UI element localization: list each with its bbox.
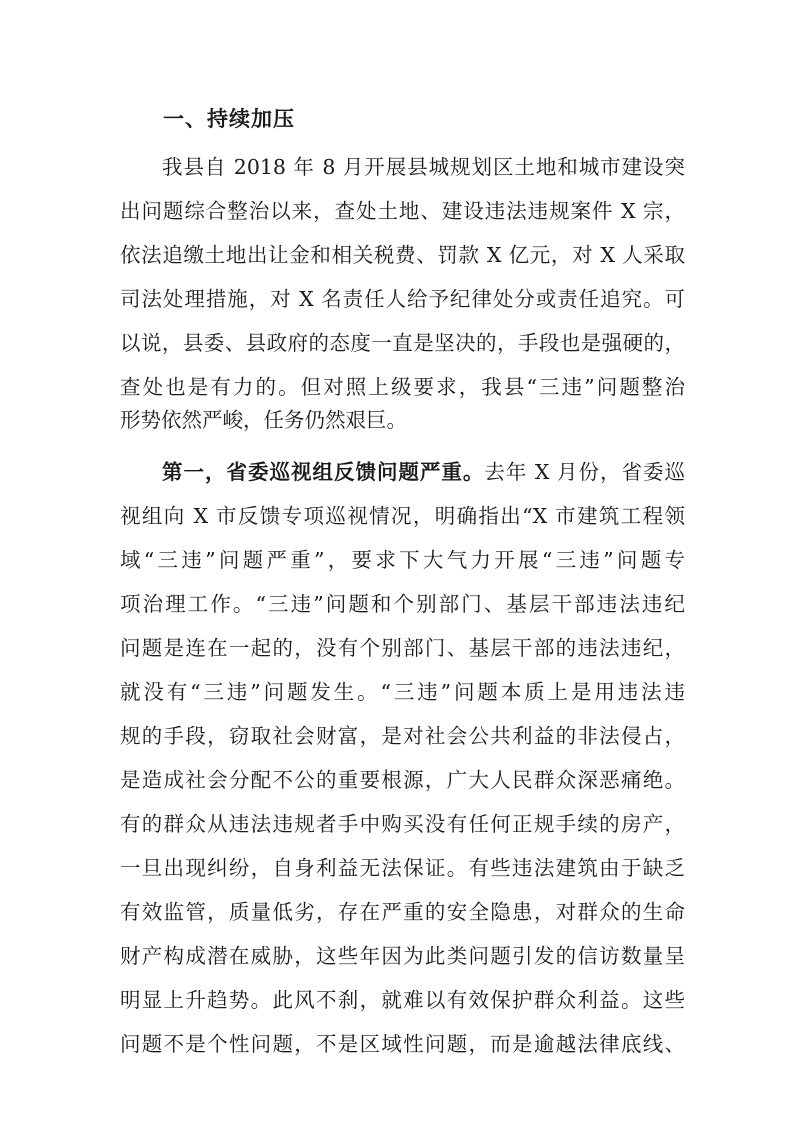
paragraph-line: 依法追缴土地出让金和相关税费、罚款 X 亿元，对 X 人采取 bbox=[120, 243, 685, 267]
paragraph-line-rest: 去年 X 月份，省委巡 bbox=[484, 460, 685, 484]
paragraph-line: 视组向 X 市反馈专项巡视情况，明确指出“X 市建筑工程领 bbox=[120, 504, 685, 528]
paragraph-line: 财产构成潜在威胁，这些年因为此类问题引发的信访数量呈 bbox=[120, 944, 685, 968]
paragraph-line: 以说，县委、县政府的态度一直是坚决的，手段也是强硬的， bbox=[120, 331, 685, 355]
paragraph-line: 出问题综合整治以来，查处土地、建设违法违规案件 X 宗， bbox=[120, 199, 685, 223]
paragraph-line: 问题是连在一起的，没有个别部门、基层干部的违法违纪， bbox=[120, 636, 685, 660]
section-heading: 一、持续加压 bbox=[163, 107, 295, 131]
paragraph-line: 有的群众从违法违规者手中购买没有任何正规手续的房产， bbox=[120, 812, 685, 836]
paragraph-line: 规的手段，窃取社会财富，是对社会公共利益的非法侵占， bbox=[120, 724, 685, 748]
paragraph-line: 查处也是有力的。但对照上级要求，我县“三违”问题整治 bbox=[120, 375, 685, 399]
paragraph-line: 项治理工作。“三违”问题和个别部门、基层干部违法违纪 bbox=[120, 592, 685, 616]
paragraph-line: 域“三违”问题严重”，要求下大气力开展“三违”问题专 bbox=[120, 548, 685, 572]
paragraph-line: 是造成社会分配不公的重要根源，广大人民群众深恶痛绝。 bbox=[120, 768, 685, 792]
paragraph-line: 就没有“三违”问题发生。“三违”问题本质上是用违法违 bbox=[120, 680, 685, 704]
paragraph-line: 问题不是个性问题，不是区域性问题，而是逾越法律底线、 bbox=[120, 1032, 685, 1056]
paragraph-line: 我县自 2018 年 8 月开展县城规划区土地和城市建设突 bbox=[162, 155, 685, 179]
paragraph-line: 明显上升趋势。此风不刹，就难以有效保护群众利益。这些 bbox=[120, 988, 685, 1012]
paragraph-line: 司法处理措施，对 X 名责任人给予纪律处分或责任追究。可 bbox=[120, 287, 685, 311]
paragraph-line: 形势依然严峻，任务仍然艰巨。 bbox=[120, 408, 407, 432]
paragraph-line: 有效监管，质量低劣，存在严重的安全隐患，对群众的生命 bbox=[120, 900, 685, 924]
paragraph-line: 一旦出现纠纷，自身利益无法保证。有些违法建筑由于缺乏 bbox=[120, 856, 685, 880]
paragraph-first-line bbox=[162, 452, 685, 493]
bold-lead-sentence: 第一，省委巡视组反馈问题严重。 bbox=[162, 460, 485, 484]
